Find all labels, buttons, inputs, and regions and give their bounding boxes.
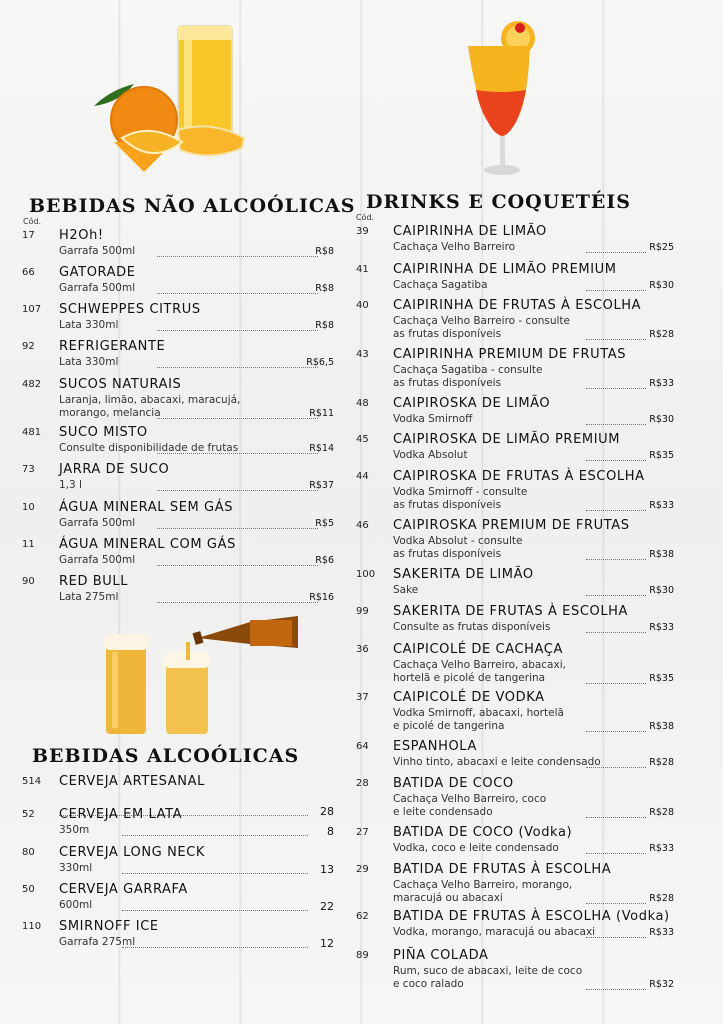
item-description: Consulte as frutas disponíveis (393, 621, 551, 633)
item-price: R$38 (649, 721, 674, 732)
item-description: Vodka, morango, maracujá ou abacaxi (393, 926, 596, 938)
item-price: R$5 (315, 518, 334, 529)
item-name: CAIPIRINHA DE FRUTAS À ESCOLHA (393, 298, 642, 313)
item-description: Consulte disponibilidade de frutas (59, 442, 239, 454)
dot-leader (586, 937, 646, 938)
item-description: Rum, suco de abacaxi, leite de coco e coco ralado (393, 965, 583, 990)
item-code: 10 (22, 502, 35, 513)
item-name: BATIDA DE COCO (Vodka) (393, 825, 573, 840)
dot-leader (586, 460, 646, 461)
item-code: 73 (22, 464, 35, 475)
item-price: R$6 (315, 555, 334, 566)
item-code: 66 (22, 267, 35, 278)
dot-leader (157, 367, 318, 368)
item-price: R$28 (649, 757, 674, 768)
item-description: Lata 330ml (59, 319, 119, 331)
item-name: SCHWEPPES CITRUS (59, 302, 201, 317)
item-code: 29 (356, 864, 369, 875)
item-price: R$33 (649, 500, 674, 511)
item-name: CERVEJA LONG NECK (59, 845, 206, 860)
item-price: R$35 (649, 673, 674, 684)
item-name: SAKERITA DE LIMÃO (393, 567, 534, 582)
dot-leader (586, 853, 646, 854)
item-description: Cachaça Velho Barreiro (393, 241, 516, 253)
item-price: R$33 (649, 927, 674, 938)
item-code: 92 (22, 341, 35, 352)
dot-leader (586, 559, 646, 560)
item-price: R$6,5 (306, 357, 334, 368)
item-name: REFRIGERANTE (59, 339, 166, 354)
item-description: Garrafa 275ml (59, 936, 136, 948)
dot-leader (157, 490, 318, 491)
item-price: R$11 (309, 408, 334, 419)
item-name: CAIPIROSKA PREMIUM DE FRUTAS (393, 518, 630, 533)
item-price: 8 (327, 825, 334, 838)
item-description: Cachaça Velho Barreiro, morango, maracujá ou abacaxi (393, 879, 573, 904)
item-code: 40 (356, 300, 369, 311)
item-price: R$8 (315, 246, 334, 257)
dot-leader (586, 903, 646, 904)
item-name: SAKERITA DE FRUTAS À ESCOLHA (393, 604, 629, 619)
dot-leader (586, 989, 646, 990)
item-description: Vodka Smirnoff (393, 413, 473, 425)
item-code: 17 (22, 230, 35, 241)
dot-leader (122, 947, 308, 948)
item-name: SUCO MISTO (59, 425, 148, 440)
item-price: R$28 (649, 893, 674, 904)
item-name: BATIDA DE FRUTAS À ESCOLHA (Vodka) (393, 909, 670, 924)
item-description: 600ml (59, 899, 93, 911)
item-code: 89 (356, 950, 369, 961)
item-name: CERVEJA ARTESANAL (59, 774, 205, 789)
item-description: Lata 275ml (59, 591, 119, 603)
code-label: Cód. (23, 217, 42, 226)
item-name: ÁGUA MINERAL SEM GÁS (59, 500, 234, 515)
item-description: Garrafa 500ml (59, 282, 136, 294)
item-price: R$30 (649, 280, 674, 291)
item-description: Cachaça Sagatiba - consulte as frutas disponíveis (393, 364, 543, 389)
item-code: 100 (356, 569, 376, 580)
item-name: CAIPICOLÉ DE VODKA (393, 690, 545, 705)
item-price: 28 (320, 805, 334, 818)
item-code: 43 (356, 349, 369, 360)
item-name: SMIRNOFF ICE (59, 919, 159, 934)
item-price: R$14 (309, 443, 334, 454)
item-code: 99 (356, 606, 369, 617)
item-code: 28 (356, 778, 369, 789)
item-name: PIÑA COLADA (393, 948, 489, 963)
dot-leader (586, 767, 646, 768)
item-price: R$33 (649, 622, 674, 633)
item-description: Vodka Absolut - consulte as frutas disponíveis (393, 535, 523, 560)
beer-image (100, 612, 300, 740)
item-description: Vodka Smirnoff, abacaxi, hortelã e picolé de tangerina (393, 707, 564, 732)
item-name: CAIPIRINHA PREMIUM DE FRUTAS (393, 347, 627, 362)
item-name: CAIPIROSKA DE FRUTAS À ESCOLHA (393, 469, 645, 484)
item-code: 45 (356, 434, 369, 445)
dot-leader (157, 256, 318, 257)
dot-leader (586, 817, 646, 818)
item-description: 1,3 l (59, 479, 82, 491)
dot-leader (157, 528, 318, 529)
item-name: CAIPIRINHA DE LIMÃO (393, 224, 547, 239)
item-code: 41 (356, 264, 369, 275)
item-code: 11 (22, 539, 35, 550)
item-description: 350m (59, 824, 90, 836)
dot-leader (157, 418, 318, 419)
item-description: Laranja, limão, abacaxi, maracujá, morango, melancia (59, 394, 241, 419)
item-code: 482 (22, 379, 42, 390)
item-price: R$38 (649, 549, 674, 560)
item-name: H2Oh! (59, 228, 104, 243)
item-code: 44 (356, 471, 369, 482)
dot-leader (586, 339, 646, 340)
item-code: 52 (22, 809, 35, 820)
dot-leader (586, 731, 646, 732)
item-description: Sake (393, 584, 419, 596)
item-price: R$28 (649, 807, 674, 818)
item-name: ESPANHOLA (393, 739, 477, 754)
item-description: Cachaça Sagatiba (393, 279, 488, 291)
item-code: 39 (356, 226, 369, 237)
item-name: CAIPIRINHA DE LIMÃO PREMIUM (393, 262, 617, 277)
item-code: 110 (22, 921, 42, 932)
dot-leader (122, 910, 308, 911)
orange-juice-image (92, 22, 252, 172)
item-name: CAIPIROSKA DE LIMÃO (393, 396, 551, 411)
item-description: Cachaça Velho Barreiro, abacaxi, hortelã e picolé de tangerina (393, 659, 566, 684)
item-price: R$33 (649, 378, 674, 389)
cocktail-image (462, 18, 546, 182)
item-code: 80 (22, 847, 35, 858)
item-price: R$8 (315, 320, 334, 331)
code-label: Cód. (356, 213, 375, 222)
item-description: Cachaça Velho Barreiro, coco e leite condensado (393, 793, 547, 818)
item-description: Vodka Smirnoff - consulte as frutas disponíveis (393, 486, 528, 511)
item-code: 514 (22, 776, 42, 787)
item-description: Vodka, coco e leite condensado (393, 842, 559, 854)
item-price: R$8 (315, 283, 334, 294)
item-name: GATORADE (59, 265, 136, 280)
item-price: R$32 (649, 979, 674, 990)
dot-leader (157, 565, 318, 566)
item-name: JARRA DE SUCO (59, 462, 170, 477)
item-name: BATIDA DE FRUTAS À ESCOLHA (393, 862, 612, 877)
item-description: 330ml (59, 862, 93, 874)
dot-leader (586, 388, 646, 389)
item-name: CAIPICOLÉ DE CACHAÇA (393, 642, 563, 657)
item-code: 62 (356, 911, 369, 922)
item-code: 64 (356, 741, 369, 752)
dot-leader (122, 835, 308, 836)
item-price: R$33 (649, 843, 674, 854)
item-code: 37 (356, 692, 369, 703)
item-price: R$28 (649, 329, 674, 340)
item-description: Garrafa 500ml (59, 554, 136, 566)
item-description: Cachaça Velho Barreiro - consulte as frutas disponíveis (393, 315, 571, 340)
item-price: R$37 (309, 480, 334, 491)
dot-leader (586, 290, 646, 291)
item-description: Vodka Absolut (393, 449, 468, 461)
dot-leader (157, 602, 318, 603)
item-price: R$30 (649, 585, 674, 596)
item-name: CAIPIROSKA DE LIMÃO PREMIUM (393, 432, 621, 447)
item-name: BATIDA DE COCO (393, 776, 514, 791)
item-description: Garrafa 500ml (59, 517, 136, 529)
item-price: 13 (320, 863, 334, 876)
dot-leader (586, 683, 646, 684)
item-name: CERVEJA EM LATA (59, 807, 183, 822)
item-code: 27 (356, 827, 369, 838)
item-price: R$30 (649, 414, 674, 425)
item-code: 36 (356, 644, 369, 655)
item-code: 107 (22, 304, 42, 315)
alcoholic-title: BEBIDAS ALCOÓLICAS (32, 745, 300, 767)
drinks-title: DRINKS E COQUETÉIS (366, 191, 631, 213)
item-code: 481 (22, 427, 42, 438)
item-description: Lata 330ml (59, 356, 119, 368)
item-code: 48 (356, 398, 369, 409)
dot-leader (157, 453, 318, 454)
item-code: 46 (356, 520, 369, 531)
item-price: R$35 (649, 450, 674, 461)
dot-leader (586, 252, 646, 253)
dot-leader (586, 632, 646, 633)
item-description: Vinho tinto, abacaxi e leite condensado (393, 756, 601, 768)
dot-leader (157, 293, 318, 294)
dot-leader (122, 873, 308, 874)
item-name: ÁGUA MINERAL COM GÁS (59, 537, 236, 552)
item-code: 50 (22, 884, 35, 895)
item-price: R$25 (649, 242, 674, 253)
dot-leader (586, 510, 646, 511)
item-price: 12 (320, 937, 334, 950)
item-name: SUCOS NATURAIS (59, 377, 182, 392)
item-price: R$16 (309, 592, 334, 603)
item-name: RED BULL (59, 574, 129, 589)
item-code: 90 (22, 576, 35, 587)
item-name: CERVEJA GARRAFA (59, 882, 188, 897)
item-price: 22 (320, 900, 334, 913)
dot-leader (157, 330, 318, 331)
dot-leader (586, 595, 646, 596)
non-alcoholic-title: BEBIDAS NÃO ALCOÓLICAS (29, 195, 356, 217)
item-description: Garrafa 500ml (59, 245, 136, 257)
dot-leader (586, 424, 646, 425)
